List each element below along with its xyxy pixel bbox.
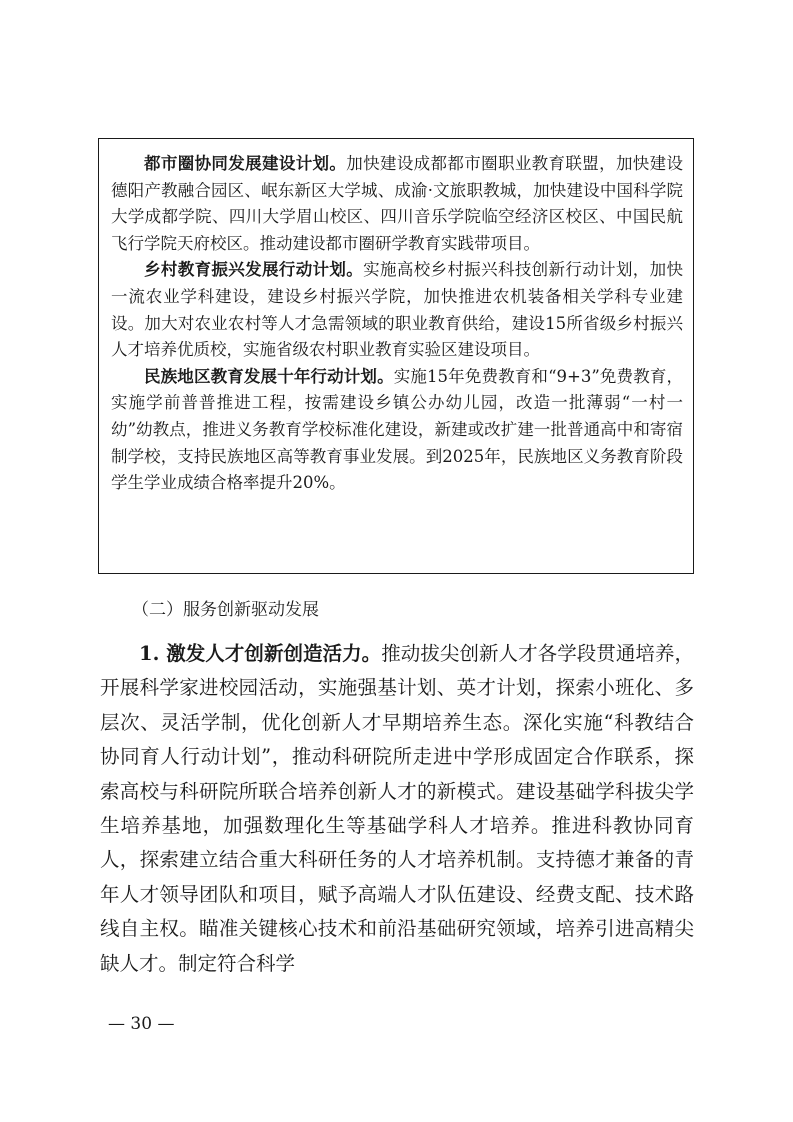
box-paragraph-rural [111,257,683,363]
main-paragraph-title: 1. 激发人才创新创造活力。 [139,642,382,665]
box-paragraph-text: 实施高校乡村振兴科技创新行动计划，加快一流农业学科建设，建设乡村振兴学院，加快推进农机装备相关学科专业建设。加大对农业农村等人才急需领域的职业教育供给，建设15所省级乡村振兴人才培养优质校，实施省级农村职业教育实验区建设项目。 [111,260,684,360]
box-paragraph-title: 乡村教育振兴发展行动计划。 [144,260,364,280]
highlight-box [98,138,694,574]
page-number: — 30 — [108,1014,175,1034]
section-heading: （二）服务创新驱动发展 [132,600,319,620]
box-paragraph-text: 实施15年免费教育和“9+3”免费教育，实施学前普普推进工程，按需建设乡镇公办幼儿园，改造一批薄弱“一村一幼”幼教点，推进义务教育学校标准化建设，新建或改扩建一批普通高中和寄宿制学校，支持民族地区高等教育事业发展。到2025年，民族地区义务教育阶段学生学业成绩合格率提升20%。 [111,366,684,493]
box-paragraph-title: 民族地区教育发展十年行动计划。 [144,366,394,386]
box-paragraph-text: 加快建设成都都市圈职业教育联盟，加快建设德阳产教融合园区、岷东新区大学城、成渝·文旅职教城，加快建设中国科学院大学成都学院、四川大学眉山校区、四川音乐学院临空经济区校区、中国民航飞行学院天府校区。推动建设都市圈研学教育实践带项目。 [111,154,684,253]
box-paragraph-metropolitan [111,151,683,257]
box-paragraph-title: 都市圈协同发展建设计划。 [144,154,347,173]
box-paragraph-ethnic [111,364,683,497]
main-paragraph [100,637,694,981]
main-paragraph-text: 推动拔尖创新人才各学段贯通培养，开展科学家进校园活动，实施强基计划、英才计划，探索小班化、多层次、灵活学制，优化创新人才早期培养生态。深化实施“科教结合协同育人行动计划”，推动科研院所走进中学形成固定合作联系，探索高校与科研院所联合培养创新人才的新模式。建设基础学科拔尖学生培养基地，加强数理化生等基础学科人才培养。推进科教协同育人，探索建立结合重大科研任务的人才培养机制。支持德才兼备的青年人才领导团队和项目，赋予高端人才队伍建设、经费支配、技术路线自主权。瞄准关键核心技术和前沿基础研究领域，培养引进高精尖缺人才。制定符合科学 [100,642,694,975]
